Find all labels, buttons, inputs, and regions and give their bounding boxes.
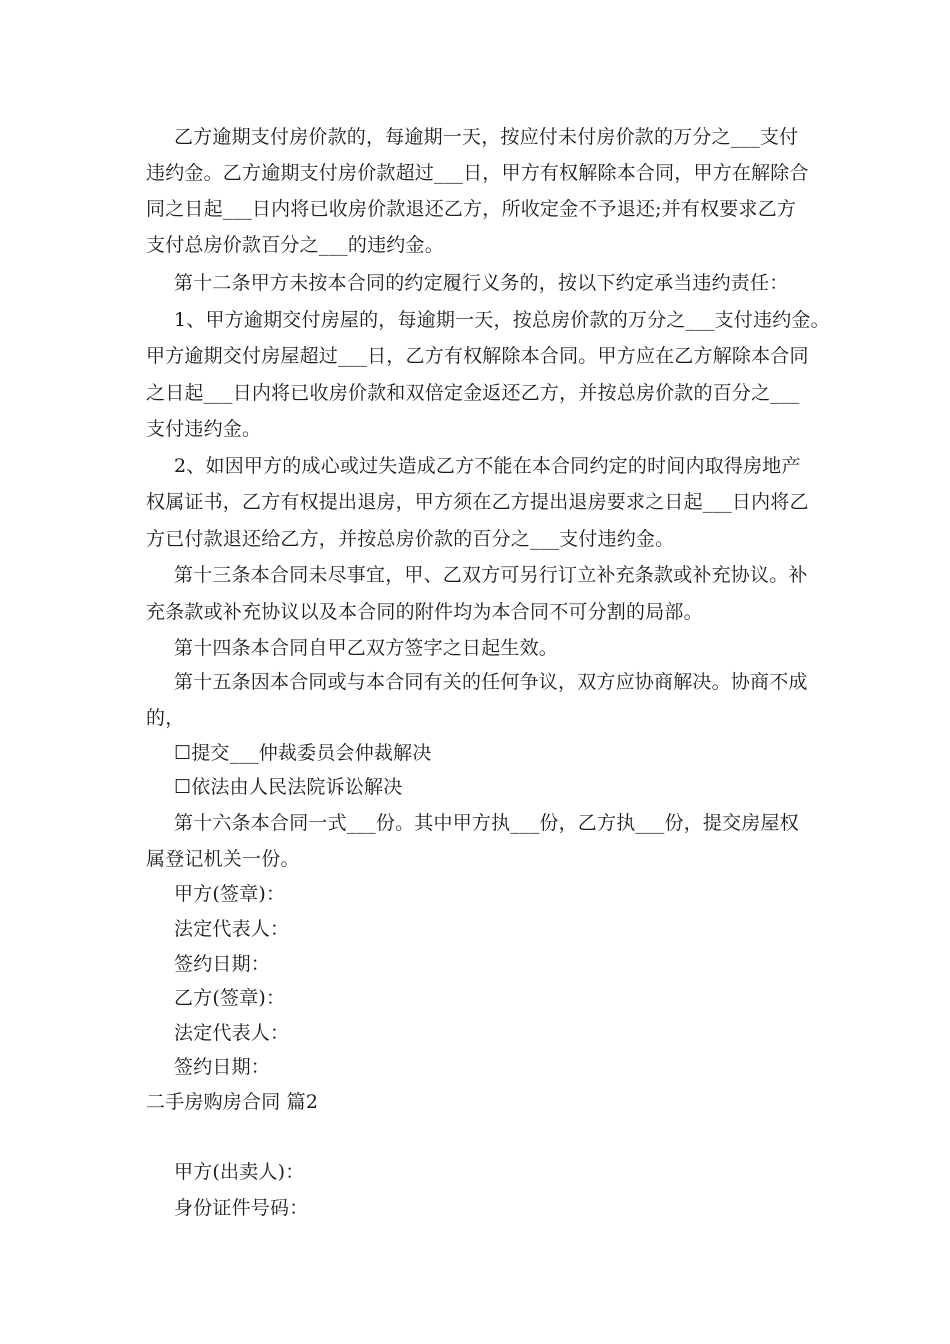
paragraph-line: 支付违约金。	[146, 418, 262, 440]
paragraph-line: 的，	[146, 707, 185, 729]
clause-12-heading: 第十二条甲方未按本合同的约定履行义务的，按以下约定承当违约责任：	[174, 272, 789, 294]
signing-date: 签约日期：	[174, 953, 271, 975]
option-litigation: ☐依法由人民法院诉讼解决	[174, 776, 403, 798]
section-title: 二手房购房合同 篇2	[146, 1091, 319, 1113]
clause-14-line: 第十四条本合同自甲乙双方签字之日起生效。	[174, 637, 559, 659]
legal-representative: 法定代表人：	[174, 1022, 290, 1044]
paragraph-line: 2、如因甲方的成心或过失造成乙方不能在本合同约定的时间内取得房地产	[174, 455, 801, 477]
clause-15-line: 第十五条因本合同或与本合同有关的任何争议，双方应协商解决。协商不成	[174, 671, 808, 693]
paragraph-line: 甲方逾期交付房屋超过___日，乙方有权解除本合同。甲方应在乙方解除本合同	[146, 345, 809, 367]
clause-13-line: 第十三条本合同未尽事宜，甲、乙双方可另行订立补充条款或补充协议。补	[174, 564, 808, 586]
paragraph-line: 属登记机关一份。	[146, 848, 300, 870]
paragraph-line: 乙方逾期支付房价款的，每逾期一天，按应付未付房价款的万分之___支付	[174, 126, 799, 148]
paragraph-line: 违约金。乙方逾期支付房价款超过___日，甲方有权解除本合同，甲方在解除合	[146, 162, 809, 184]
signing-date: 签约日期：	[174, 1056, 271, 1078]
paragraph-line: 充条款或补充协议以及本合同的附件均为本合同不可分割的局部。	[146, 601, 703, 623]
clause-16-line: 第十六条本合同一式___份。其中甲方执___份，乙方执___份，提交房屋权	[174, 812, 799, 834]
option-arbitration: ☐提交___仲裁委员会仲裁解决	[174, 742, 432, 764]
paragraph-line: 支付总房价款百分之___的违约金。	[146, 234, 444, 256]
seller-label: 甲方(出卖人)：	[174, 1161, 305, 1183]
party-b-signature: 乙方(签章)：	[174, 987, 286, 1009]
paragraph-line: 同之日起___日内将已收房价款退还乙方，所收定金不予退还;并有权要求乙方	[146, 198, 797, 220]
paragraph-line: 之日起___日内将已收房价款和双倍定金返还乙方，并按总房价款的百分之___	[146, 382, 800, 404]
paragraph-line: 方已付款退还给乙方，并按总房价款的百分之___支付违约金。	[146, 528, 675, 550]
paragraph-line: 1、甲方逾期交付房屋的，每逾期一天，按总房价款的万分之___支付违约金。	[174, 309, 830, 331]
party-a-signature: 甲方(签章)：	[174, 883, 286, 905]
legal-representative: 法定代表人：	[174, 918, 290, 940]
paragraph-line: 权属证书，乙方有权提出退房，甲方须在乙方提出退房要求之日起___日内将乙	[146, 491, 809, 513]
id-number-label: 身份证件号码：	[174, 1197, 309, 1219]
